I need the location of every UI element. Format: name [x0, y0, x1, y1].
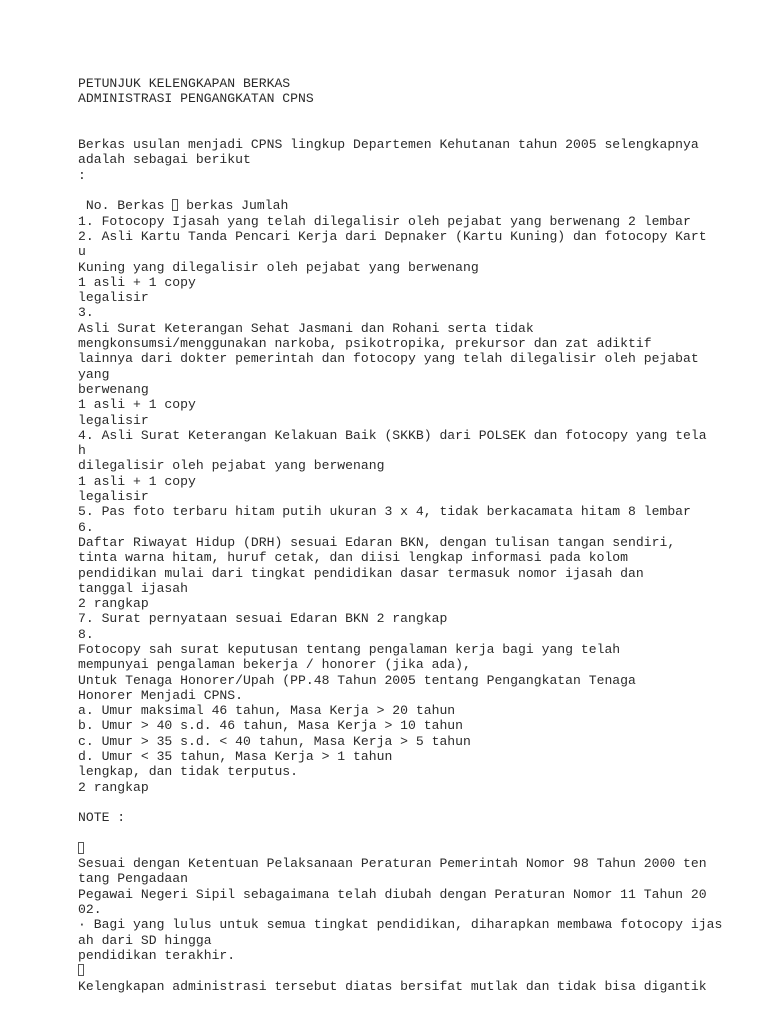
- document-text-line: [78, 963, 718, 978]
- document-text-line: [78, 795, 718, 810]
- document-text-line: Sesuai dengan Ketentuan Pelaksanaan Peraturan Pemerintah Nomor 98 Tahun 2000 ten: [78, 856, 707, 872]
- document-text-line: yang: [78, 366, 110, 382]
- document-text-line: 2. Asli Kartu Tanda Pencari Kerja dari Depnaker (Kartu Kuning) dan fotocopy Kart: [78, 228, 707, 244]
- document-text-line: legalisir: [78, 290, 149, 306]
- document-text-line: pendidikan terakhir.: [78, 947, 236, 963]
- document-text-line: Asli Surat Keterangan Sehat Jasmani dan Rohani serta tidak: [78, 320, 534, 336]
- document-title-line: ADMINISTRASI PENGANGKATAN CPNS: [78, 91, 314, 107]
- document-text-line: NOTE :: [78, 810, 126, 826]
- document-text-line: · Bagi yang lulus untuk semua tingkat pendidikan, diharapkan membawa fotocopy ijas: [78, 917, 723, 933]
- document-text-line: Fotocopy sah surat keputusan tentang pengalaman kerja bagi yang telah: [78, 641, 621, 657]
- document-text-line: [78, 841, 718, 856]
- document-text-line: 1 asli + 1 copy: [78, 473, 196, 489]
- document-text-line: Pegawai Negeri Sipil sebagaimana telah diubah dengan Peraturan Nomor 11 Tahun 20: [78, 886, 707, 902]
- document-text-line: legalisir: [78, 412, 149, 428]
- missing-glyph-icon: [78, 842, 84, 854]
- document-text-line: 1. Fotocopy Ijasah yang telah dilegalisir oleh pejabat yang berwenang 2 lembar: [78, 213, 691, 229]
- document-text-line: 7. Surat pernyataan sesuai Edaran BKN 2 rangkap: [78, 611, 448, 627]
- document-text-line: 6.: [78, 519, 94, 535]
- document-text-line: berwenang: [78, 381, 149, 397]
- document-text-line: 4. Asli Surat Keterangan Kelakuan Baik (SKKB) dari POLSEK dan fotocopy yang tela: [78, 427, 707, 443]
- document-text-line: Honorer Menjadi CPNS.: [78, 687, 244, 703]
- document-text-line: 1 asli + 1 copy: [78, 397, 196, 413]
- document-text-line: 8.: [78, 626, 94, 642]
- document-text-line: c. Umur > 35 s.d. < 40 tahun, Masa Kerja > 5 tahun: [78, 733, 471, 749]
- document-text-line: 2 rangkap: [78, 596, 149, 612]
- document-text-line: 2 rangkap: [78, 779, 149, 795]
- document-text-line: legalisir: [78, 489, 149, 505]
- missing-glyph-icon: [78, 964, 84, 976]
- document-text-line: :: [78, 167, 86, 183]
- document-text-line: [78, 826, 718, 841]
- document-text-line: d. Umur < 35 tahun, Masa Kerja > 1 tahun: [78, 749, 393, 765]
- document-text-line: [78, 183, 718, 198]
- document-text-line: pendidikan mulai dari tingkat pendidikan dasar termasuk nomor ijasah dan: [78, 565, 644, 581]
- document-text-line: mengkonsumsi/menggunakan narkoba, psikotropika, prekursor dan zat adiktif: [78, 336, 652, 352]
- document-text-line: 02.: [78, 902, 102, 918]
- document-text-line: lainnya dari dokter pemerintah dan fotocopy yang telah dilegalisir oleh pejabat: [78, 351, 699, 367]
- document-text-line: tanggal ijasah: [78, 580, 189, 596]
- document-text-line: mempunyai pengalaman bekerja / honorer (jika ada),: [78, 657, 471, 673]
- document-text-line: a. Umur maksimal 46 tahun, Masa Kerja > 20 tahun: [78, 703, 456, 719]
- document-text-line: lengkap, dan tidak terputus.: [78, 764, 299, 780]
- document-text-line: Berkas usulan menjadi CPNS lingkup Departemen Kehutanan tahun 2005 selengkapnya: [78, 137, 699, 153]
- document-text-line: Kuning yang dilegalisir oleh pejabat yang berwenang: [78, 259, 479, 275]
- document-text-line: tang Pengadaan: [78, 871, 189, 887]
- document-text-line: [78, 122, 718, 137]
- document-body: [78, 76, 723, 994]
- document-text-line: No. Berkas berkas Jumlah: [78, 198, 289, 214]
- document-text-line: h: [78, 443, 86, 459]
- document-text-line: 5. Pas foto terbaru hitam putih ukuran 3 x 4, tidak berkacamata hitam 8 lembar: [78, 504, 691, 520]
- document-text-line: dilegalisir oleh pejabat yang berwenang: [78, 458, 385, 474]
- document-text-line: ah dari SD hingga: [78, 932, 212, 948]
- missing-glyph-icon: [172, 199, 178, 211]
- document-text-line: Untuk Tenaga Honorer/Upah (PP.48 Tahun 2005 tentang Pengangkatan Tenaga: [78, 672, 636, 688]
- document-text-line: 1 asli + 1 copy: [78, 274, 196, 290]
- document-text-line: Kelengkapan administrasi tersebut diatas bersifat mutlak dan tidak bisa digantik: [78, 978, 707, 994]
- document-text-line: 3.: [78, 305, 94, 321]
- document-text-line: adalah sebagai berikut: [78, 152, 251, 168]
- document-text-line: [78, 107, 718, 122]
- document-text-line: tinta warna hitam, huruf cetak, dan diisi lengkap informasi pada kolom: [78, 550, 629, 566]
- document-text-line: u: [78, 244, 86, 260]
- document-text-line: Daftar Riwayat Hidup (DRH) sesuai Edaran BKN, dengan tulisan tangan sendiri,: [78, 534, 676, 550]
- document-title-line: PETUNJUK KELENGKAPAN BERKAS: [78, 76, 291, 91]
- document-text-line: b. Umur > 40 s.d. 46 tahun, Masa Kerja > 10 tahun: [78, 718, 464, 734]
